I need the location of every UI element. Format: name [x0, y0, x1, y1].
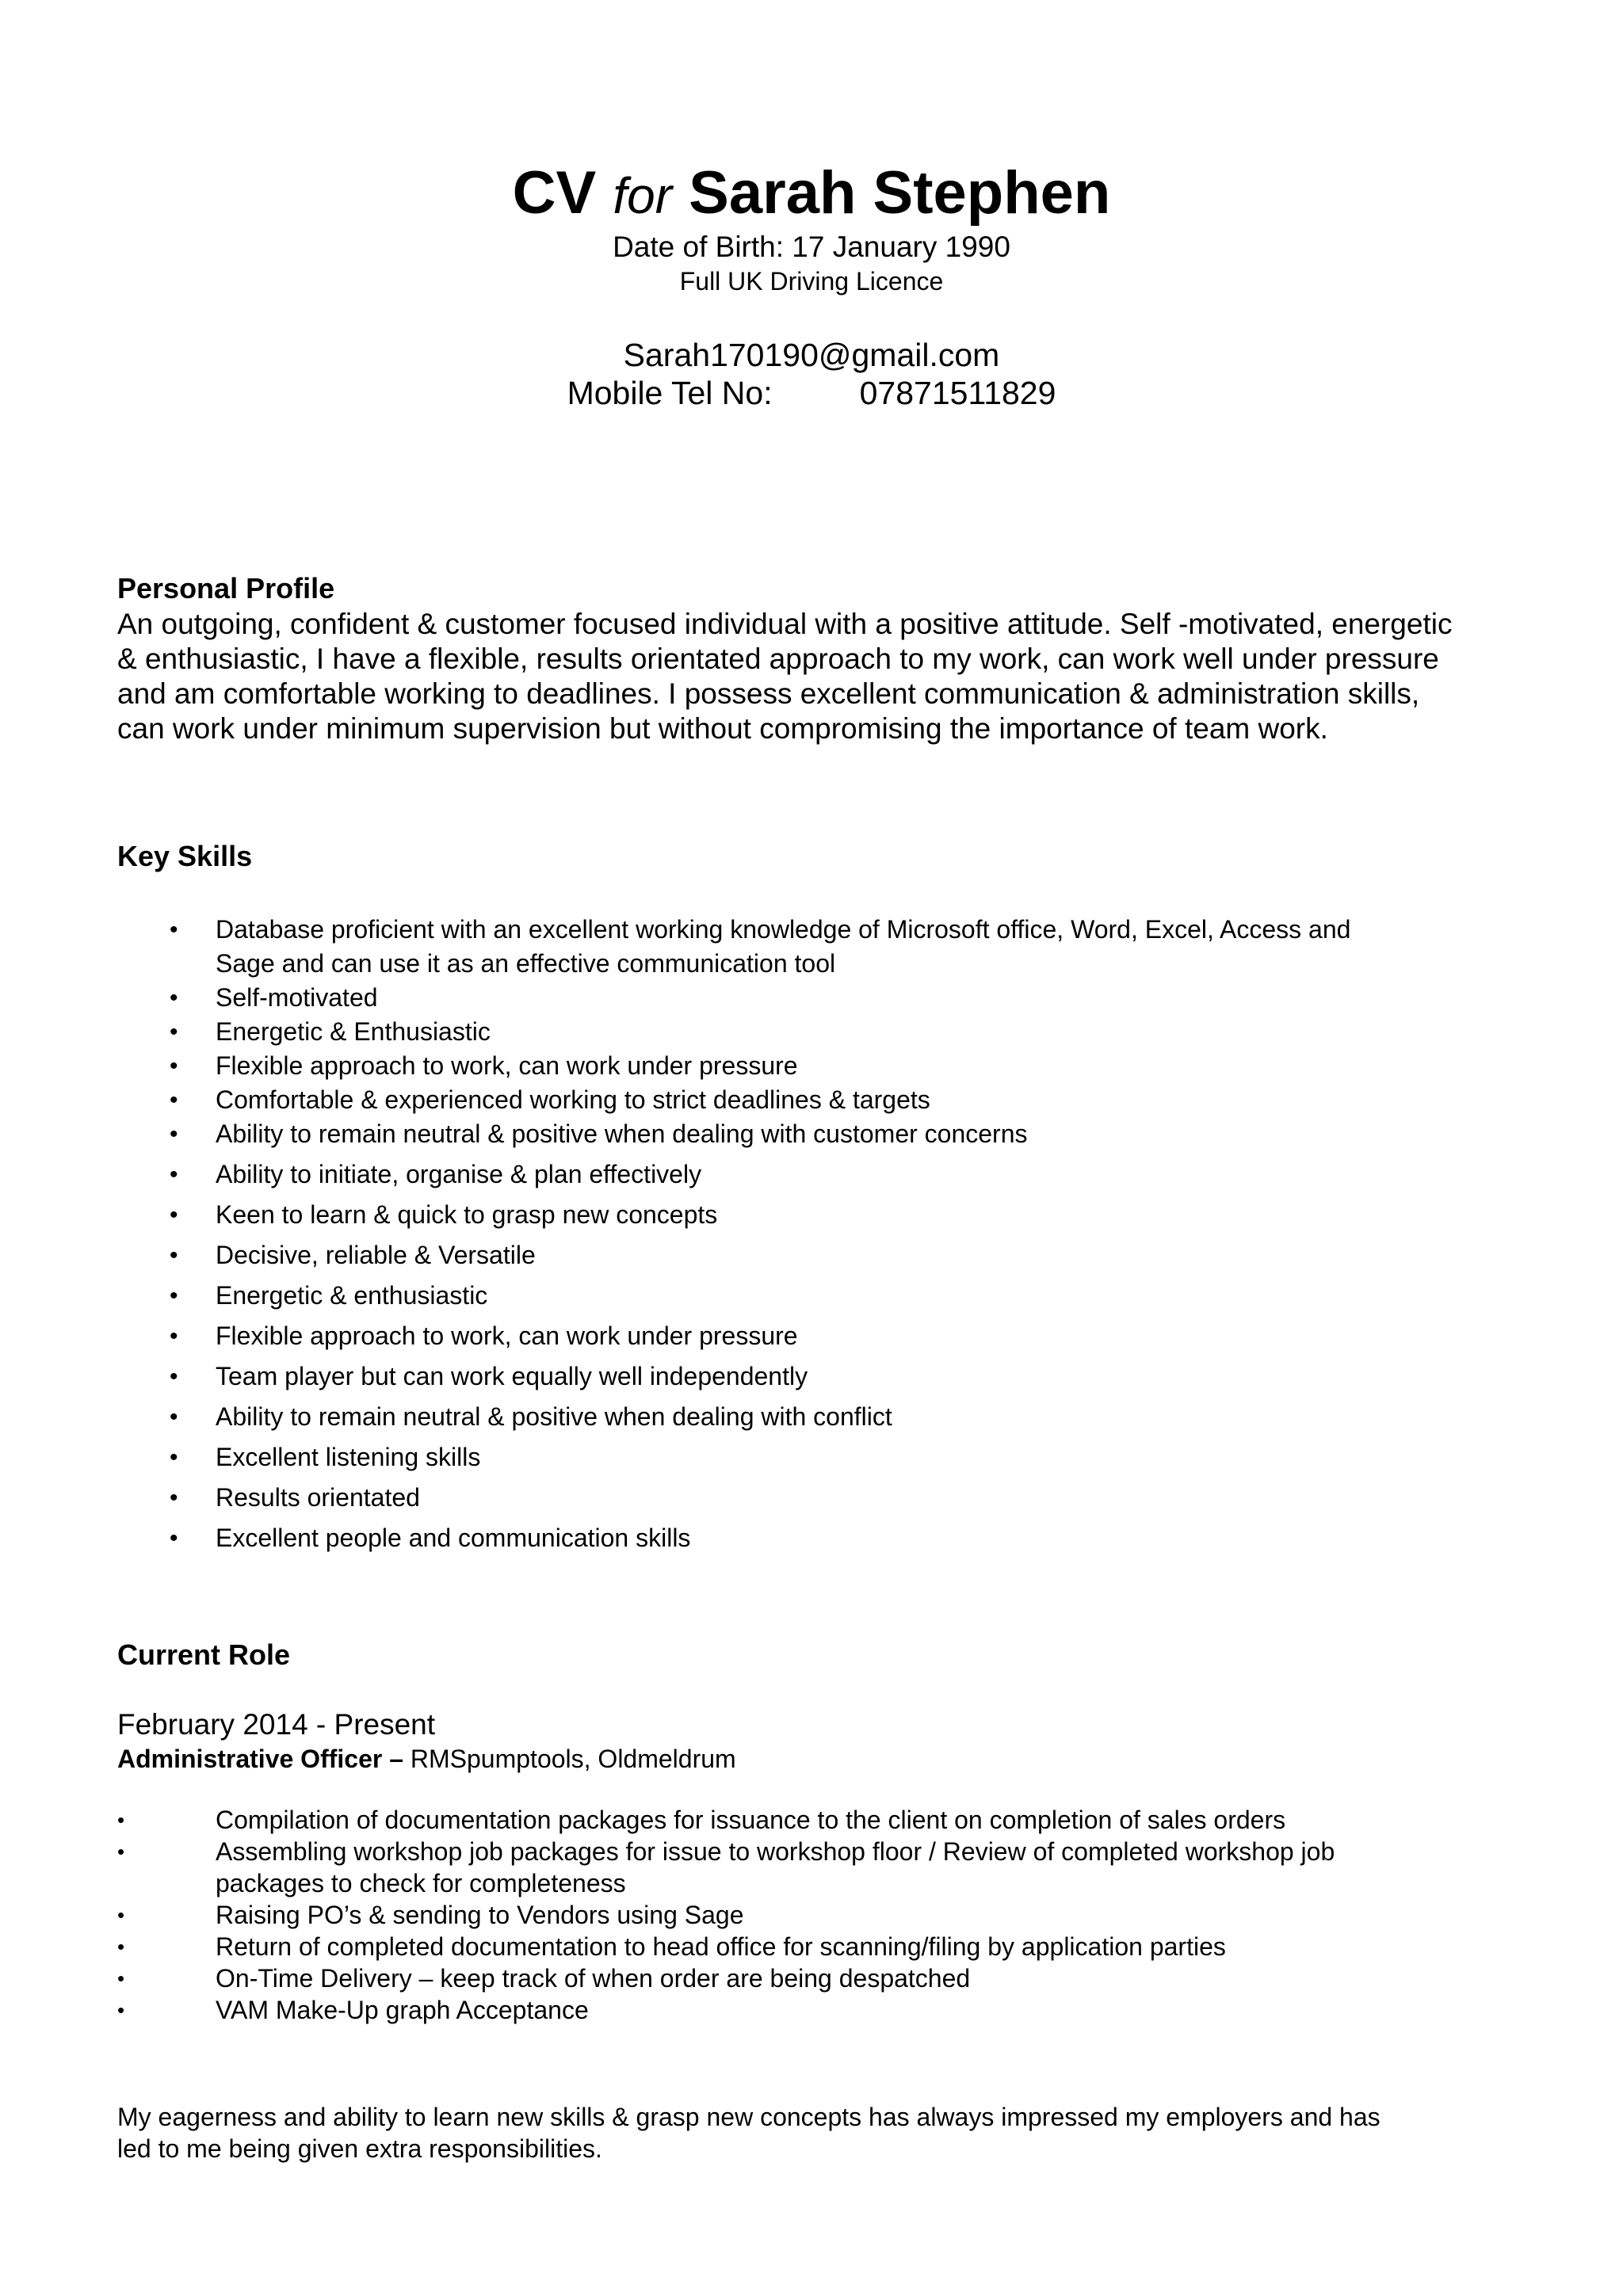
bullet-icon: • [170, 1161, 178, 1188]
mobile-number-line [0, 372, 1623, 414]
email-address: Sarah170190@gmail.com [623, 337, 1000, 373]
bullet-icon: • [170, 1485, 178, 1511]
list-item: • Assembling workshop job packages for issue to workshop floor / Review of completed workshop job packages to check for completeness [117, 1837, 1335, 1897]
mobile-label: Mobile Tel No: [567, 375, 773, 411]
personal-profile-heading: Personal Profile [117, 572, 335, 605]
profile-line: An outgoing, confident & customer focused individual with a positive attitude. Self -motivated, energetic [117, 608, 1453, 640]
list-item: • Keen to learn & quick to grasp new concepts [0, 1198, 1623, 1232]
closing-statement [117, 2101, 1512, 2164]
cv-label: CV [512, 159, 597, 227]
bullet-icon: • [170, 1087, 178, 1113]
list-item: • Database proficient with an excellent working knowledge of Microsoft office, Word, Excel, Access and Sage and can use it as an effective communication tool [0, 913, 1623, 981]
list-item: • Results orientated [0, 1481, 1623, 1515]
driving-licence: Full UK Driving Licence [679, 267, 944, 296]
profile-line: & enthusiastic, I have a flexible, results orientated approach to my work, can work well under pressure [117, 643, 1439, 675]
list-item: • Decisive, reliable & Versatile [0, 1238, 1623, 1272]
job-title: Administrative Officer – [117, 1745, 403, 1773]
list-item: • Energetic & Enthusiastic [0, 1015, 1623, 1049]
bullet-icon: • [117, 1903, 125, 1927]
list-item: • Flexible approach to work, can work under pressure [0, 1319, 1623, 1353]
current-role-heading: Current Role [117, 1638, 291, 1671]
bullet-icon: • [117, 1935, 125, 1958]
personal-profile-text [117, 607, 1512, 746]
list-item: • Energetic & enthusiastic [0, 1279, 1623, 1313]
list-item: • On-Time Delivery – keep track of when order are being despatched [117, 1964, 971, 1993]
list-item: • Flexible approach to work, can work under pressure [0, 1049, 1623, 1083]
bullet-icon: • [117, 1808, 125, 1832]
list-item: • Excellent people and communication skills [0, 1521, 1623, 1555]
company-name: RMSpumptools, Oldmeldrum [403, 1745, 736, 1773]
bullet-icon: • [170, 985, 178, 1011]
bullet-icon: • [170, 1363, 178, 1390]
closing-line: led to me being given extra responsibilities. [117, 2134, 602, 2163]
for-label: for [613, 167, 673, 224]
bullet-icon: • [170, 1053, 178, 1079]
role-title-line [117, 1742, 736, 1775]
bullet-icon: • [170, 1019, 178, 1045]
bullet-icon: • [170, 917, 178, 943]
list-item: • Self-motivated [0, 981, 1623, 1015]
key-skills-list [0, 913, 1623, 1562]
mobile-number: 07871511829 [859, 375, 1056, 411]
list-item: • Comfortable & experienced working to strict deadlines & targets [0, 1083, 1623, 1117]
cv-title [0, 155, 1623, 234]
list-item: • VAM Make-Up graph Acceptance [117, 1996, 589, 2024]
profile-line: can work under minimum supervision but without compromising the importance of team work. [117, 712, 1328, 745]
date-of-birth: Date of Birth: 17 January 1990 [613, 231, 1010, 263]
list-item: • Ability to remain neutral & positive when dealing with customer concerns [0, 1117, 1623, 1151]
bullet-icon: • [170, 1242, 178, 1268]
closing-line: My eagerness and ability to learn new skills & grasp new concepts has always impressed my employers and has [117, 2103, 1381, 2131]
bullet-icon: • [117, 1966, 125, 1990]
list-item: • Raising PO’s & sending to Vendors using Sage [117, 1901, 744, 1929]
list-item: • Return of completed documentation to head office for scanning/filing by application parties [117, 1932, 1226, 1961]
list-item: • Ability to initiate, organise & plan effectively [0, 1158, 1623, 1192]
duties-list [0, 1804, 1623, 2026]
list-item: • Excellent listening skills [0, 1440, 1623, 1474]
bullet-icon: • [170, 1404, 178, 1430]
candidate-name: Sarah Stephen [689, 159, 1111, 227]
list-item: • Compilation of documentation packages for issuance to the client on completion of sales orders [117, 1806, 1286, 1834]
bullet-icon: • [117, 1998, 125, 2022]
list-item: • Ability to remain neutral & positive when dealing with conflict [0, 1400, 1623, 1434]
profile-line: and am comfortable working to deadlines. I possess excellent communication & administration skills, [117, 677, 1420, 710]
bullet-icon: • [170, 1121, 178, 1147]
bullet-icon: • [170, 1202, 178, 1228]
bullet-icon: • [117, 1840, 125, 1863]
bullet-icon: • [170, 1323, 178, 1349]
bullet-icon: • [170, 1283, 178, 1309]
role-dates: February 2014 - Present [117, 1708, 436, 1741]
list-item: • Team player but can work equally well independently [0, 1360, 1623, 1394]
bullet-icon: • [170, 1525, 178, 1551]
key-skills-heading: Key Skills [117, 840, 253, 872]
bullet-icon: • [170, 1444, 178, 1470]
